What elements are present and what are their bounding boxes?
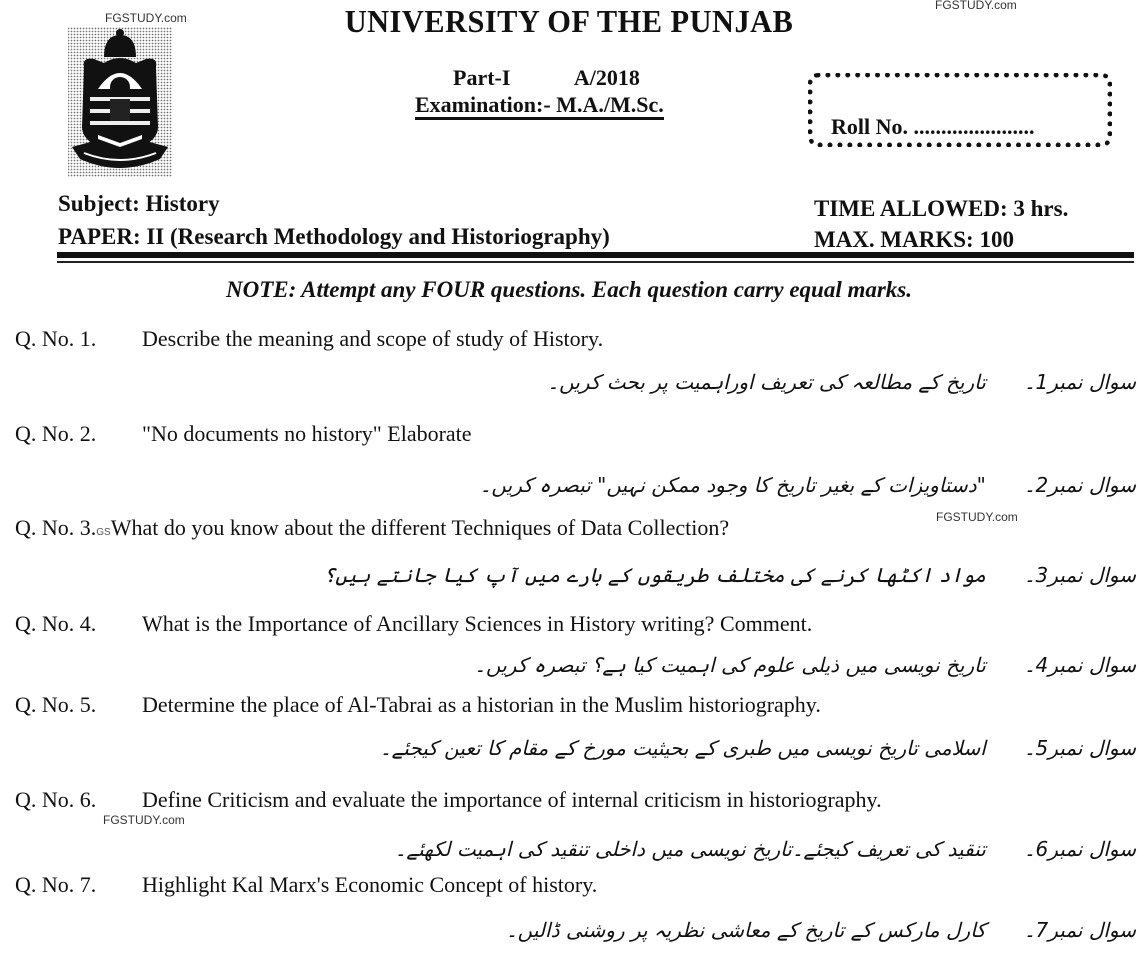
watermark-lower-left: FGSTUDY.com bbox=[103, 813, 185, 827]
urdu-question-number: سوال نمبر2۔ bbox=[1023, 473, 1136, 497]
question-text: Describe the meaning and scope of study of History. bbox=[142, 326, 604, 351]
examination-title: Examination:- M.A./M.Sc. bbox=[415, 93, 664, 120]
question-text: What do you know about the different Techniques of Data Collection? bbox=[110, 515, 730, 540]
exam-year: A/2018 bbox=[573, 65, 640, 90]
question-text: "No documents no history" Elaborate bbox=[142, 421, 472, 446]
question-6-english bbox=[15, 787, 882, 813]
university-title: UNIVERSITY OF THE PUNJAB bbox=[344, 3, 794, 39]
question-number: Q. No. 2. bbox=[15, 421, 97, 446]
question-7-english bbox=[15, 872, 597, 898]
question-4-english bbox=[15, 611, 812, 637]
question-4-urdu bbox=[474, 653, 1136, 677]
urdu-question-text: "دستاویزات کے بغیر تاریخ کا وجود ممکن نہیں" تبصرہ کریں۔ bbox=[479, 473, 986, 497]
max-marks: MAX. MARKS: 100 bbox=[814, 227, 1014, 252]
question-number: Q. No. 5. bbox=[15, 692, 97, 717]
question-2-english bbox=[15, 421, 472, 447]
header-divider-thick bbox=[57, 252, 1134, 258]
urdu-question-number: سوال نمبر5۔ bbox=[1023, 736, 1136, 760]
watermark-top-right: FGSTUDY.com bbox=[935, 0, 1017, 12]
paper-label: PAPER: II (Research Methodology and Historiography) bbox=[58, 224, 610, 249]
urdu-question-text: تاریخ کے مطالعہ کی تعریف اوراہمیت پر بحث کریں۔ bbox=[547, 370, 986, 394]
question-number: Q. No. 4. bbox=[15, 611, 97, 636]
urdu-question-number: سوال نمبر6۔ bbox=[1023, 837, 1136, 861]
part-year-line bbox=[453, 65, 640, 91]
question-number: Q. No. 6. bbox=[15, 787, 97, 812]
question-number: Q. No. 7. bbox=[15, 872, 97, 897]
subject-label: Subject: History bbox=[58, 191, 220, 216]
roll-number-label: Roll No. ...................... bbox=[831, 114, 1035, 139]
urdu-question-number: سوال نمبر7۔ bbox=[1023, 918, 1136, 942]
question-text: Define Criticism and evaluate the importance of internal criticism in historiography. bbox=[142, 787, 882, 812]
roll-number-box[interactable] bbox=[808, 73, 1112, 147]
urdu-question-text: تاریخ نویسی میں ذیلی علوم کی اہمیت کیا ہے؟ تبصرہ کریں۔ bbox=[474, 653, 986, 677]
question-number: Q. No. 3. bbox=[15, 515, 97, 540]
urdu-question-text: اسلامی تاریخ نویسی میں طبری کے بحیثیت مورخ کے مقام کا تعین کیجئے۔ bbox=[379, 736, 986, 760]
urdu-question-number: سوال نمبر1۔ bbox=[1023, 370, 1136, 394]
question-text: Highlight Kal Marx's Economic Concept of history. bbox=[142, 872, 598, 897]
header-divider-thin bbox=[57, 261, 1134, 263]
question-number: Q. No. 1. bbox=[15, 326, 97, 351]
question-1-urdu bbox=[547, 370, 1136, 394]
exam-part: Part-I bbox=[453, 65, 511, 90]
university-crest-icon bbox=[64, 27, 176, 177]
question-3-english bbox=[15, 515, 729, 541]
time-allowed: TIME ALLOWED: 3 hrs. bbox=[814, 196, 1069, 221]
question-text: What is the Importance of Ancillary Sciences in History writing? Comment. bbox=[142, 611, 813, 636]
question-7-urdu bbox=[506, 918, 1136, 942]
question-text: Determine the place of Al-Tabrai as a historian in the Muslim historiography. bbox=[142, 692, 821, 717]
question-5-urdu bbox=[380, 736, 1136, 760]
question-6-urdu bbox=[395, 837, 1136, 861]
question-5-english bbox=[15, 692, 821, 718]
gs-mark: GS bbox=[96, 527, 111, 538]
question-3-urdu bbox=[324, 563, 1136, 587]
urdu-question-text: مواد اکٹھا کرنے کی مختلف طریقوں کے بارے میں آپ کیا جانتے ہیں؟ bbox=[323, 563, 986, 587]
watermark-top-left: FGSTUDY.com bbox=[105, 11, 187, 25]
question-1-english bbox=[15, 326, 603, 352]
urdu-question-text: کارل مارکس کے تاریخ کے معاشی نظریہ پر روشنی ڈالیں۔ bbox=[505, 918, 986, 942]
urdu-question-number: سوال نمبر4۔ bbox=[1023, 653, 1136, 677]
question-2-urdu bbox=[480, 473, 1136, 497]
urdu-question-text: تنقید کی تعریف کیجئے۔تاریخ نویسی میں داخلی تنقید کی اہمیت لکھئے۔ bbox=[394, 837, 986, 861]
instructions-note: NOTE: Attempt any FOUR questions. Each question carry equal marks. bbox=[225, 277, 912, 302]
watermark-mid-right: FGSTUDY.com bbox=[936, 510, 1018, 524]
urdu-question-number: سوال نمبر3۔ bbox=[1023, 563, 1136, 587]
